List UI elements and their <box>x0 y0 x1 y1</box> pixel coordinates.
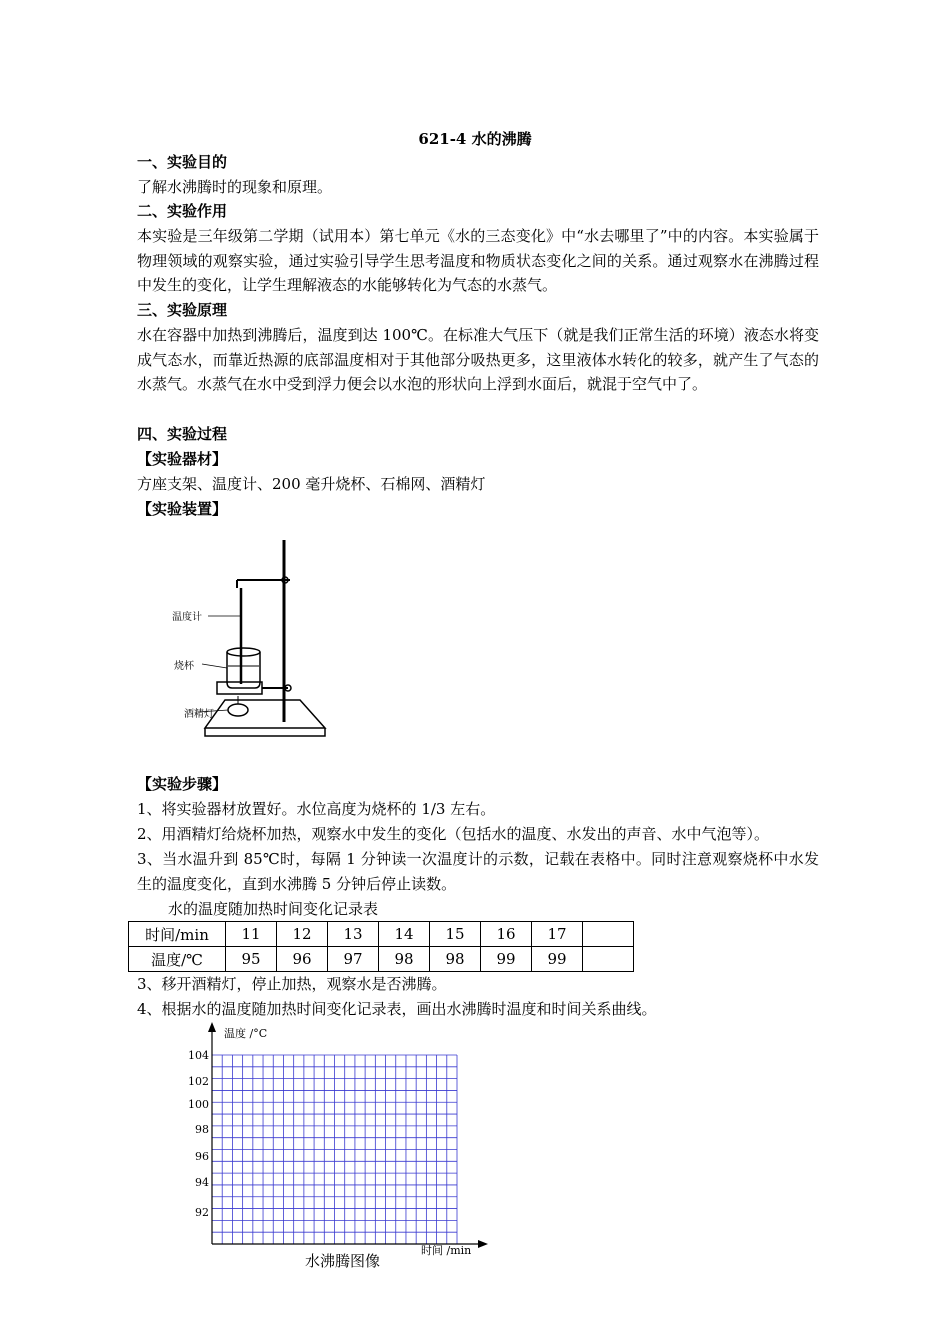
x-axis-arrow <box>478 1240 488 1248</box>
table-row-time <box>129 922 634 947</box>
time-cell: 13 <box>328 922 379 947</box>
blank-graph <box>180 1022 500 1274</box>
record-table <box>128 921 634 972</box>
purpose-text: 了解水沸腾时的现象和原理。 <box>137 178 333 196</box>
section-heading-role: 二、实验作用 <box>137 202 228 220</box>
steps-heading: 【实验步骤】 <box>137 775 228 793</box>
time-cell: 14 <box>379 922 430 947</box>
materials-text: 方座支架、温度计、200 毫升烧杯、石棉网、酒精灯 <box>137 475 486 493</box>
temp-cell: 99 <box>532 947 583 972</box>
time-cell <box>583 922 634 947</box>
table-caption: 水的温度随加热时间变化记录表 <box>168 900 379 918</box>
section-heading-purpose: 一、实验目的 <box>137 153 228 171</box>
y-tick-label: 100 <box>188 1098 209 1111</box>
principle-text: 水在容器中加热到沸腾后，温度到达 100℃。在标准大气压下（就是我们正常生活的环境）液态水将变成气态水，而靠近热源的底部温度相对于其他部分吸热更多，这里液体水转化的较多，就产生了气态的水蒸气。水蒸气在水中受到浮力便会以水泡的形状向上浮到水面后，就混于空气中了。 <box>137 326 819 394</box>
step-3: 3、当水温升到 85℃时，每隔 1 分钟读一次温度计的示数，记载在表格中。同时注意观察烧杯中水发生的温度变化，直到水沸腾 5 分钟后停止读数。 <box>137 850 819 893</box>
table-row-temp <box>129 947 634 972</box>
materials-heading: 【实验器材】 <box>137 450 228 468</box>
y-tick-label: 104 <box>188 1049 209 1062</box>
section-heading-principle: 三、实验原理 <box>137 301 228 319</box>
time-cell: 15 <box>430 922 481 947</box>
section-heading-process: 四、实验过程 <box>137 425 228 443</box>
y-tick-label: 102 <box>188 1075 209 1088</box>
temp-cell: 98 <box>430 947 481 972</box>
label-alcohol-lamp: 酒精灯 <box>184 709 214 720</box>
step-5: 4、根据水的温度随加热时间变化记录表，画出水沸腾时温度和时间关系曲线。 <box>137 1000 657 1018</box>
time-cell: 11 <box>226 922 277 947</box>
graph-caption: 水沸腾图像 <box>305 1252 381 1270</box>
step-4: 3、移开酒精灯，停止加热，观察水是否沸腾。 <box>137 975 447 993</box>
x-axis-label: 时间 /min <box>421 1244 472 1257</box>
y-axis-arrow <box>208 1022 216 1032</box>
alcohol-lamp <box>228 704 248 716</box>
role-text: 本实验是三年级第二学期（试用本）第七单元《水的三态变化》中“水去哪里了”中的内容。本实验属于物理领域的观察实验，通过实验引导学生思考温度和物质状态变化之间的关系。通过观察水在沸腾过程中发生的变化，让学生理解液态的水能够转化为气态的水蒸气。 <box>137 227 819 295</box>
step-1: 1、将实验器材放置好。水位高度为烧杯的 1/3 左右。 <box>137 800 496 818</box>
y-tick-label: 96 <box>195 1150 209 1163</box>
y-tick-label: 92 <box>195 1206 209 1219</box>
label-beaker: 烧杯 <box>174 661 194 672</box>
stand-base <box>205 700 325 728</box>
temp-cell: 95 <box>226 947 277 972</box>
device-heading: 【实验装置】 <box>137 500 228 518</box>
temp-cell: 98 <box>379 947 430 972</box>
y-tick-label: 94 <box>195 1176 209 1189</box>
apparatus-illustration <box>170 532 335 747</box>
y-tick-label: 98 <box>195 1123 209 1136</box>
temp-cell: 97 <box>328 947 379 972</box>
stand-base-edge <box>205 728 325 736</box>
temp-cell <box>583 947 634 972</box>
page-title: 621-4 水的沸腾 <box>418 130 532 148</box>
label-thermometer: 温度计 <box>172 612 202 623</box>
temp-header: 温度/℃ <box>129 947 226 972</box>
time-cell: 17 <box>532 922 583 947</box>
time-cell: 12 <box>277 922 328 947</box>
temp-cell: 96 <box>277 947 328 972</box>
time-header: 时间/min <box>129 922 226 947</box>
step-2: 2、用酒精灯给烧杯加热，观察水中发生的变化（包括水的温度、水发出的声音、水中气泡等）。 <box>137 825 770 843</box>
y-axis-label: 温度 /°C <box>224 1027 268 1040</box>
time-cell: 16 <box>481 922 532 947</box>
temp-cell: 99 <box>481 947 532 972</box>
